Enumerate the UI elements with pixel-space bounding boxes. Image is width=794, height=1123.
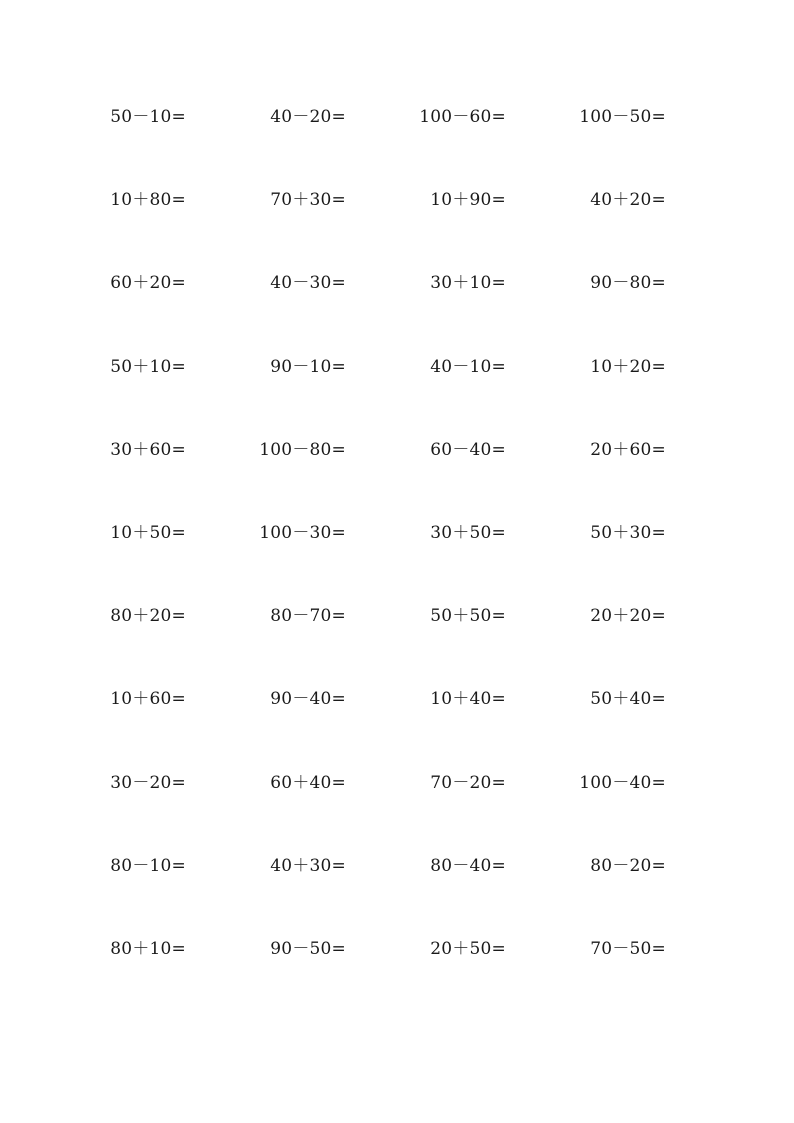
math-problem: 40＋30=	[270, 856, 346, 876]
math-problem: 50＋50=	[430, 606, 506, 626]
math-problem: 100－50=	[579, 107, 666, 127]
math-problem: 90－10=	[270, 357, 346, 377]
math-problem: 100－40=	[579, 773, 666, 793]
math-problem: 40－30=	[270, 273, 346, 293]
math-problem: 50－10=	[110, 107, 186, 127]
math-problem: 30＋10=	[430, 273, 506, 293]
math-problem: 100－30=	[259, 523, 346, 543]
math-problem: 10＋90=	[430, 190, 506, 210]
math-problem: 50＋30=	[590, 523, 666, 543]
math-problem: 50＋40=	[590, 689, 666, 709]
math-problem: 90－40=	[270, 689, 346, 709]
math-problem: 40－20=	[270, 107, 346, 127]
math-problem: 30＋60=	[110, 440, 186, 460]
math-problem: 20＋50=	[430, 939, 506, 959]
math-problem: 90－80=	[590, 273, 666, 293]
math-problem: 60＋40=	[270, 773, 346, 793]
math-problem: 80＋20=	[110, 606, 186, 626]
math-problem: 60＋20=	[110, 273, 186, 293]
math-problem: 40－10=	[430, 357, 506, 377]
math-problem: 100－80=	[259, 440, 346, 460]
math-problem: 80－20=	[590, 856, 666, 876]
math-problem: 20＋60=	[590, 440, 666, 460]
math-problem: 80－70=	[270, 606, 346, 626]
math-problem: 70－20=	[430, 773, 506, 793]
math-problem: 30－20=	[110, 773, 186, 793]
math-problem: 80－10=	[110, 856, 186, 876]
math-problem: 10＋40=	[430, 689, 506, 709]
math-problem: 20＋20=	[590, 606, 666, 626]
math-problem: 80＋10=	[110, 939, 186, 959]
math-problem: 30＋50=	[430, 523, 506, 543]
math-problem: 50＋10=	[110, 357, 186, 377]
math-problem: 70＋30=	[270, 190, 346, 210]
math-problem: 10＋20=	[590, 357, 666, 377]
math-problem: 100－60=	[419, 107, 506, 127]
math-problem: 40＋20=	[590, 190, 666, 210]
math-problem: 60－40=	[430, 440, 506, 460]
math-problem: 10＋50=	[110, 523, 186, 543]
math-problem: 70－50=	[590, 939, 666, 959]
math-problem: 90－50=	[270, 939, 346, 959]
math-problem: 10＋60=	[110, 689, 186, 709]
math-problem: 80－40=	[430, 856, 506, 876]
math-problem: 10＋80=	[110, 190, 186, 210]
